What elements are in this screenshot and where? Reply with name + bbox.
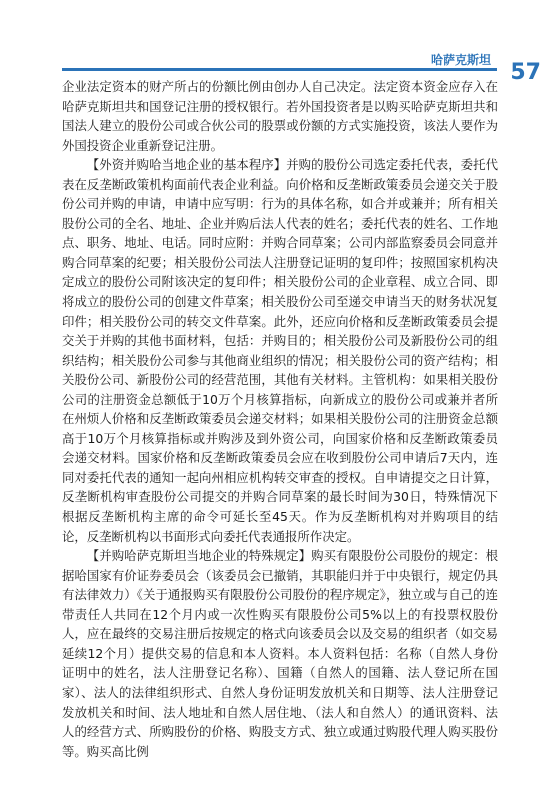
header-rule	[62, 68, 497, 71]
paragraph-special-provisions: 【并购哈萨克斯坦当地企业的特殊规定】购买有限股份公司股份的规定：根据哈国家有价证券委员会（该委员会已撤销，其职能归并于中央银行，规定仍具有法律效力）《关于通报购买有限股份公司股份的程序规定》，独立或与自己的连带责任人共同在12个月内或一次性购买有限股份公司5%以上的有投票权股份人，应在最终的交易注册后按规定的格式向该委员会以及交易的组织者（如交易延续12个月）提供交易的信息和本人资料。本人资料包括：名称（自然人身份证明中的姓名，法人注册登记名称）、国籍（自然人的国籍、法人登记所在国家）、法人的法律组织形式、自然人身份证明发放机关和日期等、法人注册登记发放机关和时间、法人地址和自然人居住地、（法人和自然人）的通讯资料、法人的经营方式、所购股份的价格、购股支方式、独立或通过购股代理人购买股份等。购买高比例	[62, 548, 498, 759]
page-number: 57	[510, 60, 541, 85]
running-header-title: 哈萨克斯坦	[430, 53, 491, 67]
paragraph-continuation: 企业法定资本的财产所占的份额比例由创办人自己决定。法定资本资金应存入在哈萨克斯坦共和国登记注册的授权银行。若外国投资者是以购买哈萨克斯坦共和国法人建立的股份公司或合伙公司的股票或份额的方式实施投资，该法人要作为外国投资企业重新登记注册。	[62, 79, 498, 153]
body-text	[62, 77, 498, 777]
paragraph-basic-procedure: 【外资并购哈当地企业的基本程序】并购的股份公司选定委托代表，委托代表在反垄断政策机构面前代表企业利益。向价格和反垄断政策委员会递交关于股份公司并购的申请，申请中应写明：行为的具体名称，如合并或兼并；所有相关股份公司的全名、地址、企业并购后法人代表的姓名；委托代表的姓名、工作地点、职务、地址、电话。同时应附：并购合同草案；公司内部监察委员会同意并购合同草案的纪要；相关股份公司法人注册登记证明的复印件；按照国家机构决定成立的股份公司附该决定的复印件；相关股份公司的企业章程、成立合同、即将成立的股份公司的创建文件草案；相关股份公司至递交申请当天的财务状况复印件；相关股份公司的转交文件草案。此外，还应向价格和反垄断政策委员会提交关于并购的其他书面材料，包括：并购目的；相关股份公司及新股份公司的组织结构；相关股份公司参与其他商业组织的情况；相关股份公司的资产结构；相关股份公司、新股份公司的经营范围，其他有关材料。主管机构：如果相关股份公司的注册资金总额低于10万个月核算指标，向新成立的股份公司或兼并者所在州烦人价格和反垄断政策委员会递交材料；如果相关股份公司的注册资金总额高于10万个月核算指标或并购涉及到外资公司，向国家价格和反垄断政策委员会递交材料。国家价格和反垄断政策委员会应在收到股份公司申请后7天内，连同对委托代表的通知一起向州相应机构转交审查的授权。自申请提交之日计算，反垄断机构审查股份公司提交的并购合同草案的最长时间为30日，特殊情况下根据反垄断机构主席的命令可延长至45天。作为反垄断机构对并购项目的结论，反垄断机构以书面形式向委托代表通报所作决定。	[62, 157, 498, 544]
